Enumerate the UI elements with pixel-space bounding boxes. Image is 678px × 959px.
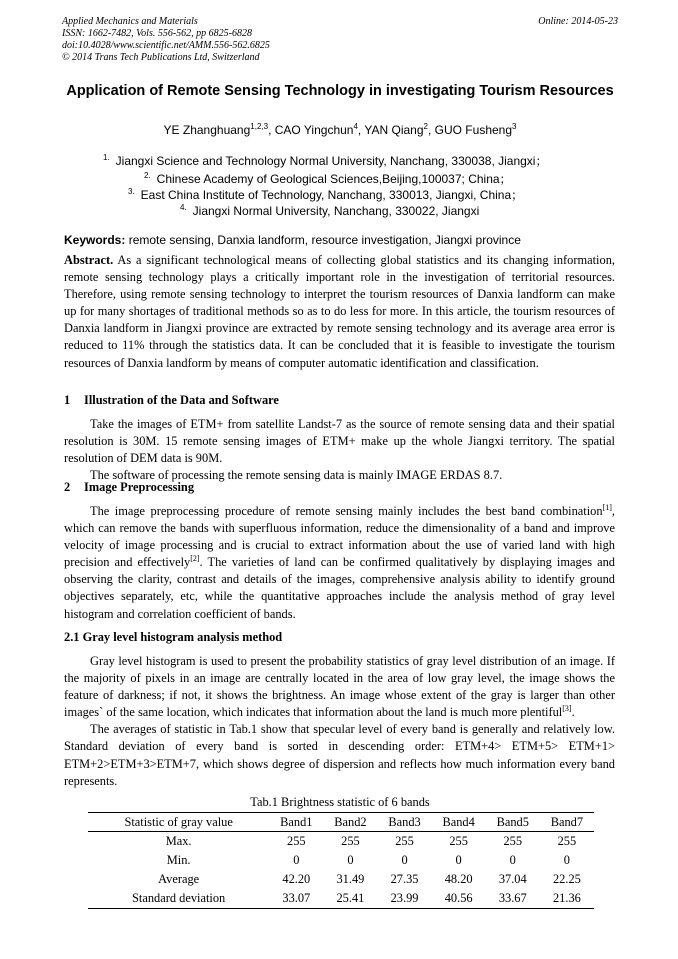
table-header-cell: Band4 bbox=[432, 813, 486, 832]
keywords-text: remote sensing, Danxia landform, resource investigation, Jiangxi province bbox=[128, 233, 521, 247]
table-cell: 37.04 bbox=[498, 872, 527, 886]
table-header-row bbox=[88, 813, 594, 832]
journal-name: Applied Mechanics and Materials bbox=[62, 16, 198, 27]
table-cell: 255 bbox=[287, 834, 306, 848]
journal-info bbox=[62, 16, 618, 64]
table-cell: 0 bbox=[563, 853, 570, 867]
online-date: Online: 2014-05-23 bbox=[538, 16, 618, 27]
table-cell: Standard deviation bbox=[88, 889, 269, 909]
citation-ref[interactable]: [1] bbox=[602, 502, 612, 512]
table-cell: 25.41 bbox=[323, 889, 377, 909]
table-row bbox=[88, 870, 594, 889]
table-cell: 0 bbox=[401, 853, 408, 867]
author: YAN Qiang$^2$, bbox=[364, 122, 435, 137]
section-2-heading: 2 Image Preprocessing bbox=[64, 480, 195, 494]
table-cell: 255 bbox=[341, 834, 360, 848]
section-1-heading: 1 Illustration of the Data and Software bbox=[64, 393, 279, 407]
table-cell: 0 bbox=[293, 853, 300, 867]
table-cell: Average bbox=[158, 872, 200, 886]
author: CAO Yingchun$^4$, bbox=[274, 122, 365, 137]
journal-copyright: © 2014 Trans Tech Publications Ltd, Switzerland bbox=[62, 52, 260, 63]
table-header-cell: Band5 bbox=[486, 813, 540, 832]
table-header-cell: Band3 bbox=[377, 813, 431, 832]
table-header-cell: Band7 bbox=[540, 813, 594, 832]
table-cell: 22.25 bbox=[552, 872, 581, 886]
table-cell: 255 bbox=[503, 834, 523, 848]
keywords-label: Keywords: bbox=[64, 233, 126, 247]
table-cell: 255 bbox=[557, 834, 577, 848]
section-2-1-heading: 2.1 Gray level histogram analysis method bbox=[64, 630, 283, 644]
table-cell: 0 bbox=[455, 853, 462, 867]
journal-header bbox=[62, 16, 618, 64]
table-cell: 33.67 bbox=[486, 889, 540, 909]
affiliation-2: $^{2.}$ Chinese Academy of Geological Sciences,Beijing,100037; China； bbox=[144, 171, 512, 186]
author: GUO Fusheng$^3$ bbox=[434, 122, 517, 137]
table-cell: 48.20 bbox=[444, 872, 473, 886]
table-header-cell: Band1 bbox=[269, 813, 323, 832]
table-cell: 0 bbox=[347, 853, 354, 867]
table-cell: 33.07 bbox=[269, 889, 323, 909]
table-cell: 255 bbox=[449, 834, 468, 848]
table-row bbox=[88, 851, 594, 870]
section-2-body: The image preprocessing procedure of remote sensing mainly includes the best band combination[1], which can remove the bands with superfluous information, reduce the dimensionality of a band and improve velocity of image processing and is crucial to extract information about the use of varied land with high precision and effectively[2]. The varieties of land can be confirmed qualitatively by displaying images and observing the clarity, contrast and details of the images, comprehensive analysis ability to identify ground objectives separately, etc, while the quantitative approaches include the analysis method of gray level histogram and correlation coefficient of bands. bbox=[64, 502, 615, 621]
paragraph: Gray level histogram is used to present the probability statistics of gray level distribution of an image. If the majority of pixels in an image are centrally located in the area of low gray level, the image shows the feature of darkness; if not, it shows the brightness. An image whose extent of the gray is larger than other images` of the same location, which indicates that information about the land is much more plentiful[3]. bbox=[64, 654, 615, 720]
brightness-table bbox=[88, 812, 594, 909]
abstract-text: As a significant technological means of collecting global statistics and its changing information, remote sensing technology plays a critically important role in the investigation of territorial resources. Therefore, using remote sensing technology to interpret the tourism resources of Danxia landform can make up for many shortages of traditional methods so as to do less for more. In this article, the tourism resources of Danxia landform in Jiangxi province are extracted by remote sensing technology and its average area error is reduced to 11% through the statistics data. It can be concluded that it is feasible to investigate the tourism resources of Danxia landform by means of computer automatic identification and classification. bbox=[64, 253, 615, 370]
keywords bbox=[64, 233, 521, 247]
paper-title: Application of Remote Sensing Technology in investigating Tourism Resources bbox=[66, 83, 614, 99]
table-cell: 255 bbox=[395, 834, 414, 848]
author: YE Zhanghuang$^{1,2,3}$, bbox=[163, 122, 275, 137]
table-row bbox=[88, 832, 594, 852]
journal-issn: ISSN: 1662-7482, Vols. 556-562, pp 6825-6828 bbox=[62, 28, 252, 39]
citation-ref[interactable]: [3] bbox=[562, 704, 572, 714]
section-1-body bbox=[64, 416, 615, 484]
table-cell: 27.35 bbox=[390, 872, 419, 886]
affiliation-4: $^{4.}$ Jiangxi Normal University, Nanchang, 330022, Jiangxi bbox=[180, 203, 480, 218]
author-affiliation-mark: 3 bbox=[512, 122, 517, 131]
abstract-label: Abstract. bbox=[64, 253, 114, 267]
paragraph: Take the images of ETM+ from satellite Landst-7 as the source of remote sensing data and their spatial resolution is 30M. 15 remote sensing images of ETM+ make up the whole Jiangxi territory. The spatial resolution of DEM data is 90M. bbox=[64, 417, 615, 466]
table-cell: Max. bbox=[165, 834, 192, 848]
table-cell: 23.99 bbox=[377, 889, 431, 909]
table-cell: 40.56 bbox=[432, 889, 486, 909]
author-affiliation-mark: 2 bbox=[423, 122, 428, 131]
affiliation-1: $^{1.}$ Jiangxi Science and Technology Normal University, Nanchang, 330038, Jiangxi； bbox=[103, 153, 548, 168]
table-row bbox=[88, 889, 594, 909]
author-list bbox=[62, 122, 618, 137]
abstract bbox=[64, 252, 615, 372]
section-2-1-body bbox=[64, 653, 615, 790]
journal-doi[interactable]: doi:10.4028/www.scientific.net/AMM.556-562.6825 bbox=[62, 40, 270, 51]
table-cell: 42.20 bbox=[282, 872, 311, 886]
table-cell: 31.49 bbox=[336, 872, 365, 886]
table-caption: Tab.1 Brightness statistic of 6 bands bbox=[250, 795, 430, 809]
table-cell: Min. bbox=[166, 853, 191, 867]
table-header-cell: Band2 bbox=[323, 813, 377, 832]
table-cell: 21.36 bbox=[540, 889, 594, 909]
author-affiliation-mark: 1,2,3 bbox=[250, 122, 269, 131]
paragraph: The software of processing the remote sensing data is mainly IMAGE ERDAS 8.7. bbox=[90, 468, 503, 483]
table-header-cell: Statistic of gray value bbox=[88, 813, 269, 832]
paragraph: The averages of statistic in Tab.1 show that specular level of every band is generally and relatively low. Standard deviation of every band is sorted in descending order: ETM+4> ETM+5> ETM+1> ETM+2>ETM+3>ETM+7, which shows degree of dispersion and reflects how much information every band represents. bbox=[64, 722, 615, 788]
citation-ref[interactable]: [2] bbox=[190, 554, 200, 564]
table-cell: 0 bbox=[509, 853, 516, 867]
author-affiliation-mark: 4 bbox=[353, 122, 358, 131]
affiliation-3: $^{3.}$ East China Institute of Technology, Nanchang, 330013, Jiangxi, China； bbox=[128, 187, 524, 202]
